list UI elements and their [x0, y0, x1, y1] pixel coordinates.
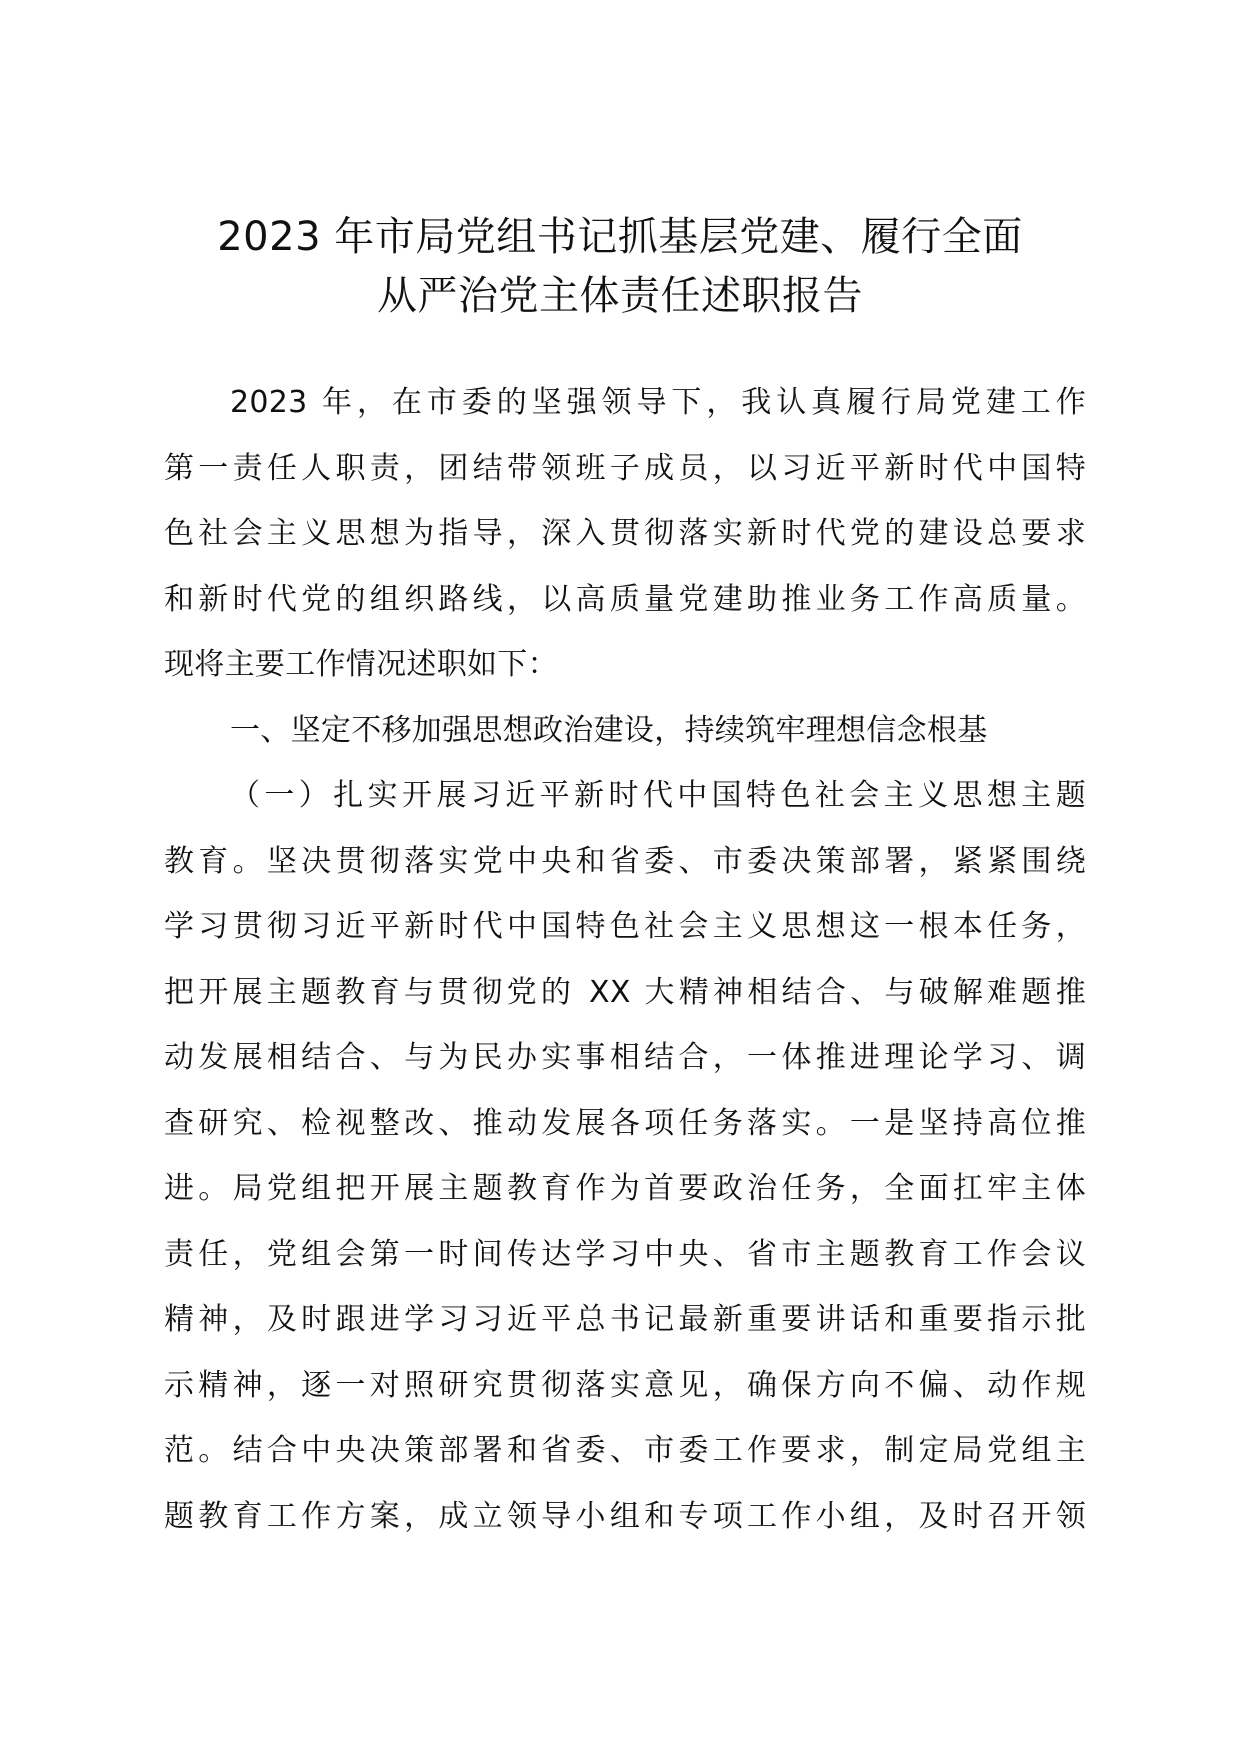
document-title — [150, 208, 1090, 326]
section-heading: 一、坚定不移加强思想政治建设，持续筑牢理想信念根基 — [230, 712, 988, 748]
paragraph-line: 动发展相结合、与为民办实事相结合，一体推进理论学习、调 — [164, 1040, 1086, 1075]
paragraph-line: 把开展主题教育与贯彻党的 XX 大精神相结合、与破解难题推 — [164, 974, 1086, 1010]
paragraph-line: 题教育工作方案，成立领导小组和专项工作小组，及时召开领 — [164, 1498, 1086, 1534]
intro-line: 色社会主义思想为指导，深入贯彻落实新时代党的建设总要求 — [164, 516, 1086, 551]
paragraph-line: 教育。坚决贯彻落实党中央和省委、市委决策部署，紧紧围绕 — [164, 843, 1086, 879]
paragraph-line: 责任，党组会第一时间传达学习中央、省市主题教育工作会议 — [164, 1236, 1086, 1272]
title-line-2: 从严治党主体责任述职报告 — [377, 273, 863, 319]
paragraph-line: 精神，及时跟进学习习近平总书记最新重要讲话和重要指示批 — [164, 1302, 1086, 1337]
paragraph-line: 学习贯彻习近平新时代中国特色社会主义思想这一根本任务， — [164, 909, 1086, 944]
intro-line: 2023 年，在市委的坚强领导下，我认真履行局党建工作 — [230, 385, 1086, 420]
intro-line: 现将主要工作情况述职如下： — [164, 647, 558, 682]
paragraph-line: 进。局党组把开展主题教育作为首要政治任务，全面扛牢主体 — [164, 1171, 1086, 1206]
paragraph-line: 查研究、检视整改、推动发展各项任务落实。一是坚持高位推 — [164, 1105, 1086, 1141]
paragraph-line: （一）扎实开展习近平新时代中国特色社会主义思想主题 — [230, 778, 1086, 813]
intro-line: 和新时代党的组织路线，以高质量党建助推业务工作高质量。 — [164, 581, 1086, 617]
paragraph-line: 示精神，逐一对照研究贯彻落实意见，确保方向不偏、动作规 — [164, 1367, 1086, 1403]
title-line-1: 2023 年市局党组书记抓基层党建、履行全面 — [217, 214, 1023, 260]
intro-line: 第一责任人职责，团结带领班子成员，以习近平新时代中国特 — [164, 450, 1086, 486]
document-body — [164, 370, 1086, 1549]
paragraph-line: 范。结合中央决策部署和省委、市委工作要求，制定局党组主 — [164, 1433, 1086, 1468]
